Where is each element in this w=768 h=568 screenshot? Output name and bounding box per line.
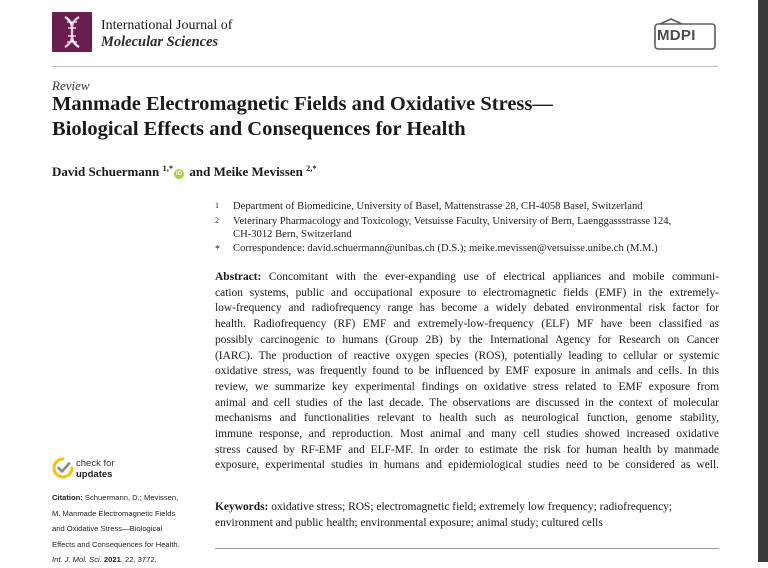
title-line-1: Manmade Electromagnetic Fields and Oxidative Stress— bbox=[52, 93, 553, 115]
citation bbox=[52, 490, 212, 568]
abstract-line: Abstract: Concomitant with the ever-expanding use of electrical appliances and mobile communi- bbox=[215, 271, 719, 283]
citation-year: 2021 bbox=[103, 555, 121, 565]
abstract-line: animal and cell studies of the last decade. The observations are discussed in the context of molecular bbox=[215, 396, 719, 409]
journal-name-line2: Molecular Sciences bbox=[101, 34, 219, 50]
citation-line: Citation: Schuermann, D.; Mevissen, bbox=[52, 493, 179, 502]
dna-helix-icon bbox=[52, 12, 92, 52]
abstract-line: stress caused by RF-EMF and ELF-MF. In order to estimate the risk for human health by manmade bbox=[215, 443, 719, 456]
affiliation-marker: 2 bbox=[215, 216, 219, 225]
author-conjunction: and bbox=[189, 164, 211, 179]
author-2[interactable]: Meike Mevissen bbox=[213, 164, 303, 179]
citation-line bbox=[52, 552, 212, 568]
affiliation-text: Veterinary Pharmacology and Toxicology, Vetsuisse Faculty, University of Bern, Laenggassstrasse 124, bbox=[233, 216, 672, 227]
author-2-affiliation: 2,* bbox=[306, 163, 317, 173]
affiliation-text: CH-3012 Bern, Switzerland bbox=[233, 229, 352, 240]
footer-divider bbox=[215, 548, 719, 549]
orcid-icon[interactable]: iD bbox=[175, 170, 183, 177]
header-divider bbox=[52, 66, 718, 67]
page-edge bbox=[758, 0, 768, 562]
abstract-line: possibly carcinogenic to humans (Group 2B) by the International Agency for Research on Cancer bbox=[215, 333, 719, 346]
citation-tail: , 22, 3772. bbox=[120, 555, 157, 565]
correspondence-text[interactable]: Correspondence: david.schuermann@unibas.ch (D.S.); meike.mevissen@vetsuisse.unibe.ch (M.M.) bbox=[233, 243, 658, 254]
abstract-label: Abstract: bbox=[215, 271, 262, 283]
author-1-affiliation: 1,* bbox=[162, 163, 174, 173]
title-line-2: Biological Effects and Consequences for Health bbox=[52, 117, 466, 140]
abstract-line: health. Radiofrequency (RF) EMF and extremely-low-frequency (ELF) MF have been classified as bbox=[215, 318, 719, 331]
affiliation-marker: * bbox=[215, 244, 220, 255]
citation-line: M. Manmade Electromagnetic Fields bbox=[52, 508, 176, 518]
citation-line: Effects and Consequences for Health. bbox=[52, 539, 180, 549]
check-updates-icon bbox=[52, 457, 74, 479]
abstract-line: low-frequency and radiofrequency range has become a widely debated environmental risk factor for bbox=[215, 302, 719, 315]
keywords-line: Keywords: oxidative stress; ROS; electromagnetic field; extremely low frequency; radiofrequency; bbox=[215, 501, 673, 513]
author-list bbox=[52, 163, 317, 180]
article-title bbox=[52, 92, 692, 141]
abstract bbox=[215, 270, 719, 474]
check-for-updates-button[interactable] bbox=[52, 456, 152, 482]
journal-name[interactable] bbox=[101, 17, 232, 51]
abstract-line: oxidative stress, was frequently found to be influenced by EMF exposure in animals and cells. In this bbox=[215, 365, 719, 378]
author-1[interactable]: David Schuermann bbox=[52, 164, 160, 179]
keywords-label: Keywords: bbox=[215, 501, 269, 513]
abstract-line: cation systems, public and occupational exposure to electromagnetic fields (EMF) in the extremely- bbox=[215, 286, 719, 299]
abstract-line: exposure, experimental studies in humans and epidemiological studies need to be considered as well. bbox=[215, 459, 719, 472]
citation-label: Citation: bbox=[52, 493, 83, 502]
journal-logo[interactable] bbox=[52, 12, 92, 52]
abstract-line: (IARC). The production of reactive oxygen species (ROS), potentially leading to cellular or systemic bbox=[215, 349, 719, 362]
keywords-line: environment and public health; environmental exposure; animal study; cultured cells bbox=[215, 516, 603, 529]
keywords bbox=[215, 500, 719, 531]
abstract-line: immune response, and reproduction. Most animal and many cell studies showed increased oxidative bbox=[215, 428, 719, 441]
citation-journal: Int. J. Mol. Sci. bbox=[52, 555, 102, 565]
check-updates-label: check for updates bbox=[76, 458, 115, 480]
affiliation-marker: 1 bbox=[215, 201, 219, 210]
publisher-name: MDPI bbox=[657, 27, 696, 44]
citation-line: and Oxidative Stress—Biological bbox=[52, 524, 163, 534]
article-type: Review bbox=[52, 78, 90, 93]
journal-name-line1: International Journal of bbox=[101, 18, 233, 33]
abstract-line: mechanisms and functionalities relevant to health such as neurological function, genome stability, bbox=[215, 412, 719, 425]
affiliation-text: Department of Biomedicine, University of Basel, Mattenstrasse 28, CH-4058 Basel, Switzerland bbox=[233, 201, 643, 212]
abstract-line: review, we summarize key experimental findings on oxidative stress related to EMF exposure from bbox=[215, 380, 719, 393]
